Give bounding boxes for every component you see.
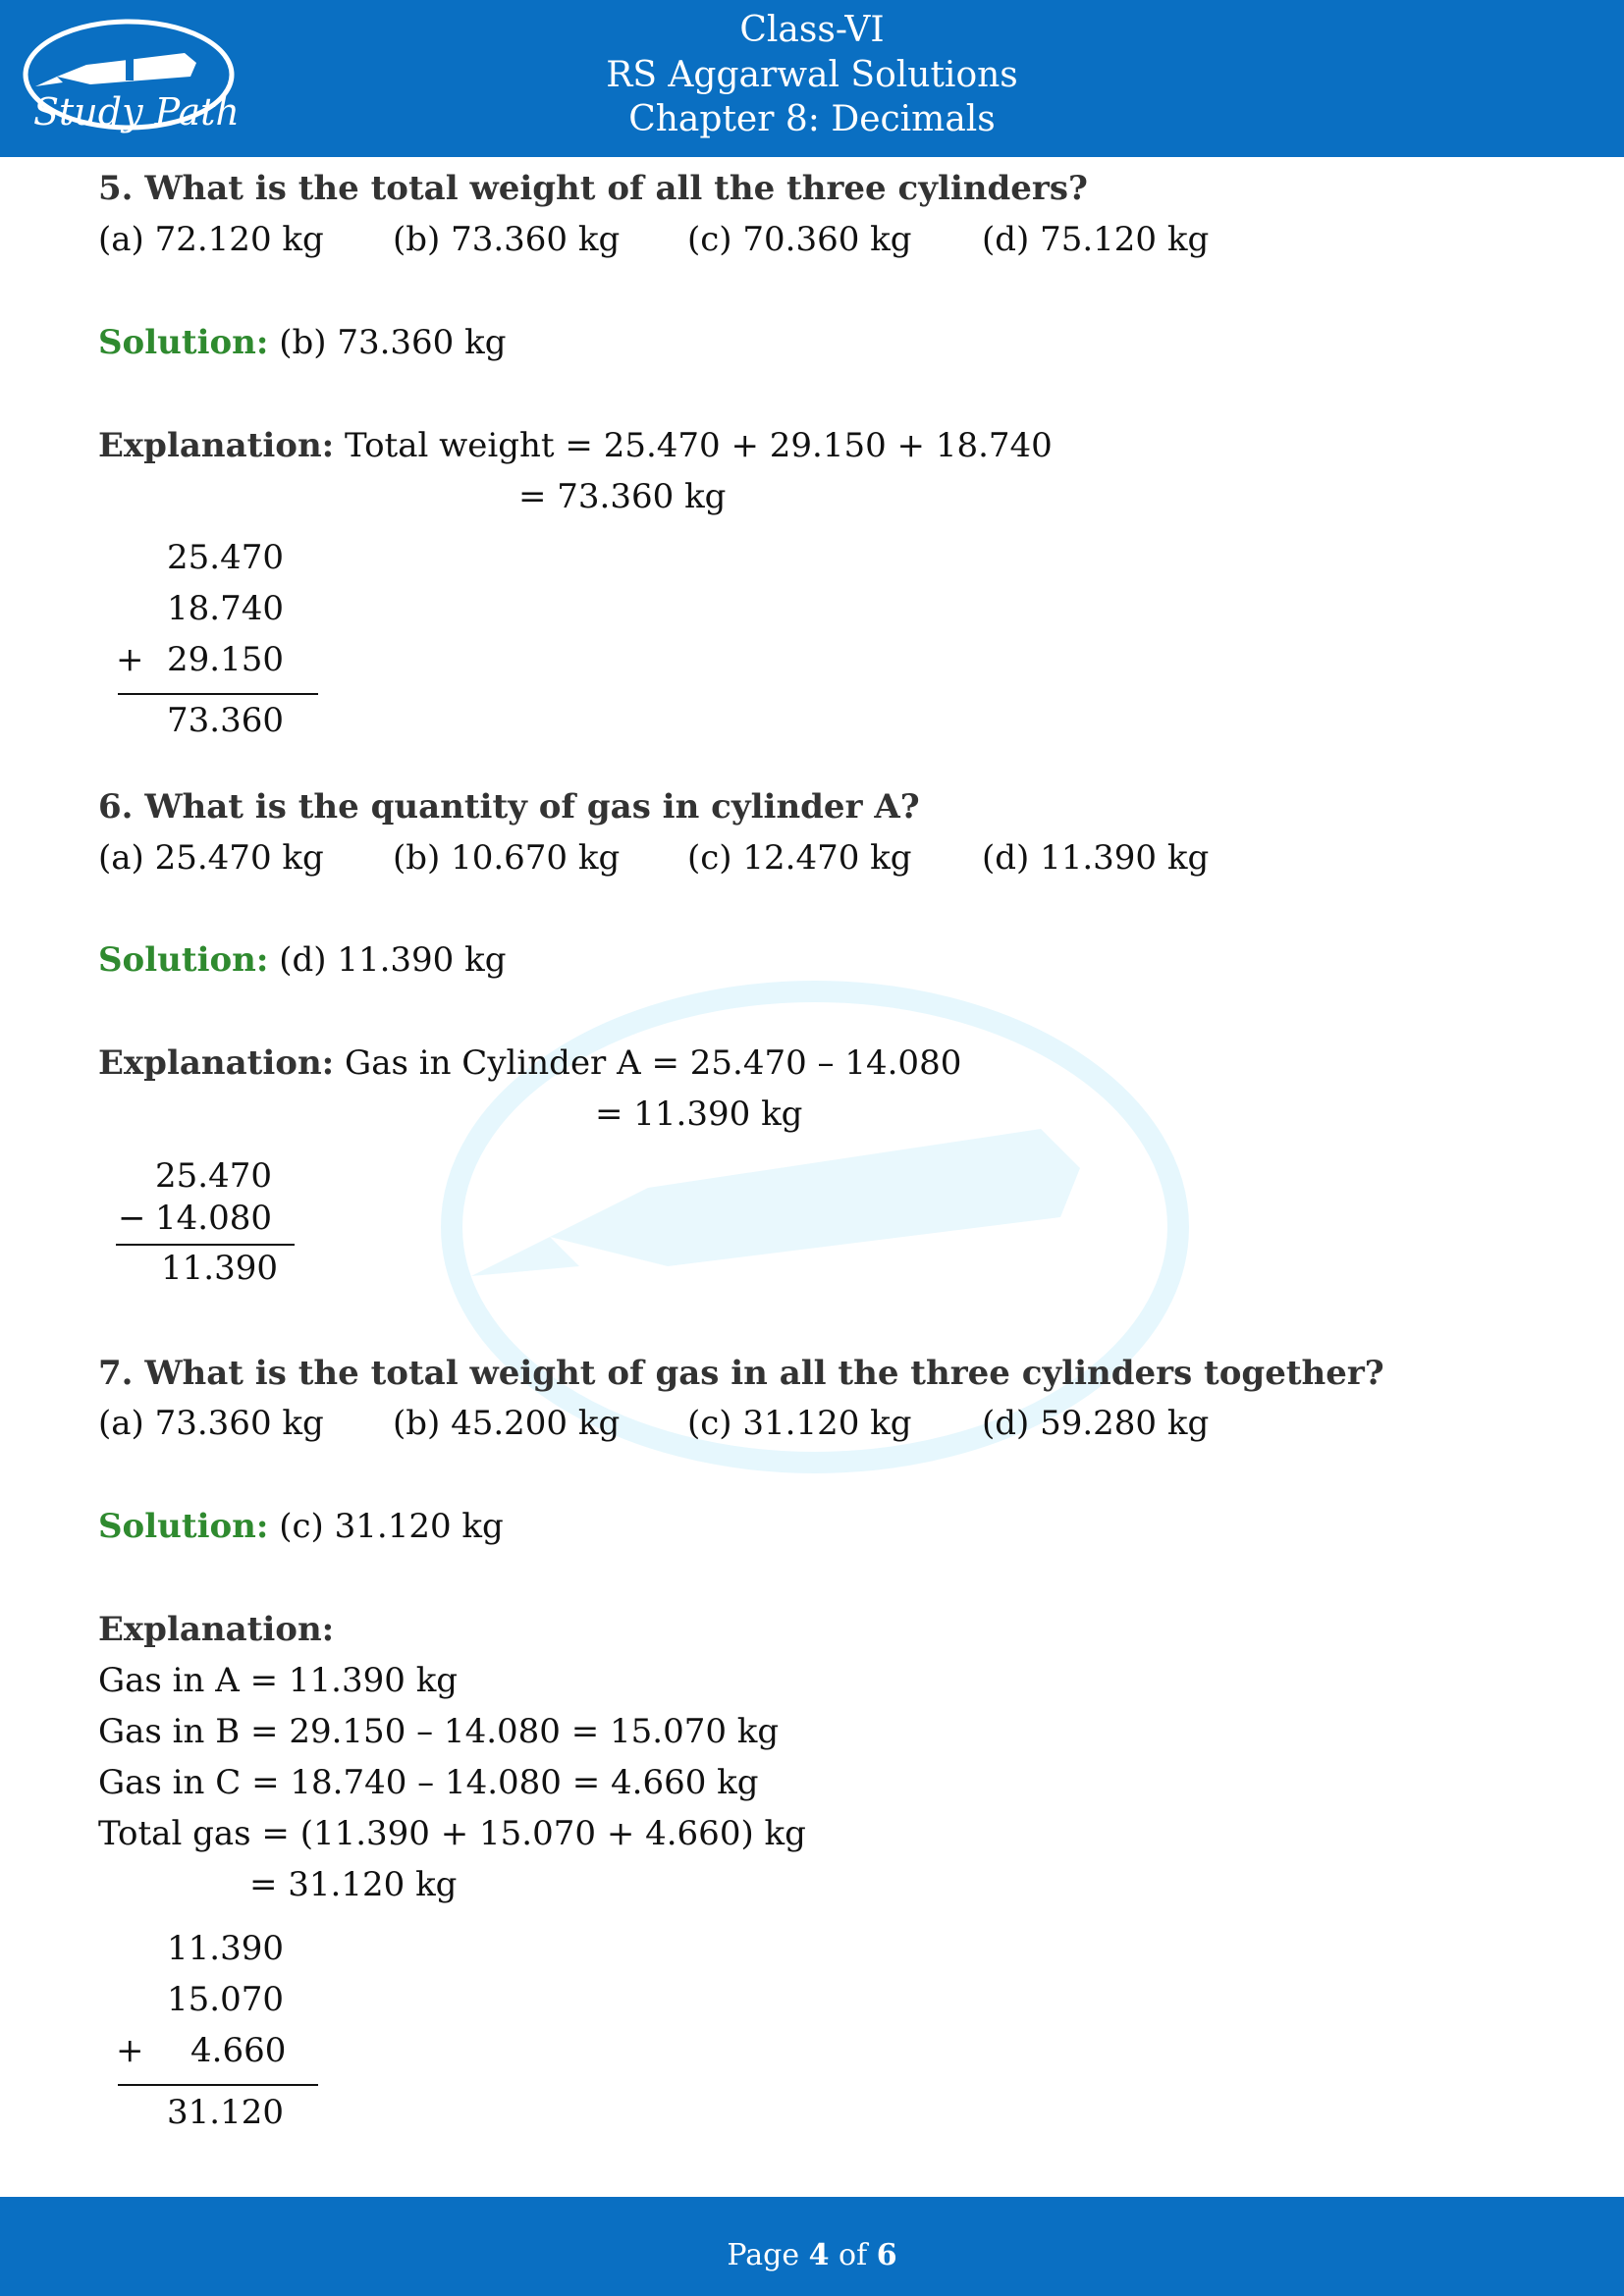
q7-calc-rule bbox=[118, 2084, 318, 2086]
q7-solution bbox=[98, 1507, 504, 1546]
q5-calc-n2: 18.740 bbox=[167, 589, 284, 628]
q5-explanation-text: Total weight = 25.470 + 29.150 + 18.740 bbox=[334, 426, 1053, 465]
header-class: Class-VI bbox=[739, 10, 885, 50]
q6-explanation bbox=[98, 1043, 961, 1083]
solution-label: Solution: bbox=[98, 323, 269, 362]
q7-calc-n3: 4.660 bbox=[190, 2031, 287, 2070]
q5-calc-n3: 29.150 bbox=[167, 640, 284, 679]
header-book: RS Aggarwal Solutions bbox=[606, 55, 1018, 95]
q7-calc-op: + bbox=[116, 2031, 144, 2070]
q7-line-result: = 31.120 kg bbox=[249, 1865, 458, 1904]
logo-text: Study Path bbox=[33, 90, 240, 133]
q6-calc-result: 11.390 bbox=[161, 1249, 278, 1288]
q6-calc-n2: 14.080 bbox=[155, 1199, 272, 1238]
q6-option-b: (b) 10.670 kg bbox=[393, 838, 621, 878]
q7-explanation-label: Explanation: bbox=[98, 1610, 335, 1649]
q7-line-gas-c: Gas in C = 18.740 – 14.080 = 4.660 kg bbox=[98, 1763, 759, 1802]
q6-option-a: (a) 25.470 kg bbox=[98, 838, 324, 878]
q6-answer: (d) 11.390 kg bbox=[268, 940, 507, 980]
q7-line-gas-b: Gas in B = 29.150 – 14.080 = 15.070 kg bbox=[98, 1712, 780, 1751]
q7-question: 7. What is the total weight of gas in all the three cylinders together? bbox=[98, 1354, 1384, 1393]
explanation-label: Explanation: bbox=[98, 1043, 335, 1083]
q7-option-a: (a) 73.360 kg bbox=[98, 1404, 324, 1443]
page-number bbox=[0, 2238, 1624, 2272]
q7-line-gas-a: Gas in A = 11.390 kg bbox=[98, 1661, 459, 1700]
page-footer bbox=[0, 2197, 1624, 2296]
q6-explanation-result: = 11.390 kg bbox=[595, 1095, 803, 1134]
q5-calc-result: 73.360 bbox=[167, 701, 284, 740]
q5-option-d: (d) 75.120 kg bbox=[982, 220, 1210, 259]
q6-explanation-text: Gas in Cylinder A = 25.470 – 14.080 bbox=[334, 1043, 962, 1083]
q6-option-c: (c) 12.470 kg bbox=[687, 838, 912, 878]
page-prefix: Page bbox=[727, 2238, 809, 2272]
q5-calc-n1: 25.470 bbox=[167, 538, 284, 577]
q7-answer: (c) 31.120 kg bbox=[268, 1507, 504, 1546]
q6-option-d: (d) 11.390 kg bbox=[982, 838, 1210, 878]
page-total: 6 bbox=[876, 2238, 897, 2272]
q5-explanation bbox=[98, 426, 1053, 465]
page-of: of bbox=[829, 2238, 877, 2272]
q7-option-c: (c) 31.120 kg bbox=[687, 1404, 912, 1443]
q5-solution bbox=[98, 323, 507, 362]
q5-option-c: (c) 70.360 kg bbox=[687, 220, 912, 259]
q5-option-b: (b) 73.360 kg bbox=[393, 220, 621, 259]
q6-solution bbox=[98, 940, 507, 980]
q7-line-total: Total gas = (11.390 + 15.070 + 4.660) kg bbox=[98, 1814, 806, 1853]
solution-label: Solution: bbox=[98, 940, 269, 980]
page-header bbox=[0, 0, 1624, 157]
q5-explanation-result: = 73.360 kg bbox=[518, 477, 727, 516]
q7-calc-n2: 15.070 bbox=[167, 1980, 284, 2019]
solution-label: Solution: bbox=[98, 1507, 269, 1546]
q7-calc-result: 31.120 bbox=[167, 2093, 284, 2132]
q5-answer: (b) 73.360 kg bbox=[268, 323, 507, 362]
q5-question: 5. What is the total weight of all the three cylinders? bbox=[98, 169, 1088, 208]
q5-calc-rule bbox=[118, 693, 318, 695]
q7-calc-n1: 11.390 bbox=[167, 1929, 284, 1968]
q5-option-a: (a) 72.120 kg bbox=[98, 220, 324, 259]
q6-calc-rule bbox=[116, 1244, 295, 1246]
q6-calc-op: − bbox=[118, 1199, 146, 1238]
q6-calc-n1: 25.470 bbox=[155, 1156, 272, 1196]
page-current: 4 bbox=[808, 2238, 830, 2272]
q7-option-b: (b) 45.200 kg bbox=[393, 1404, 621, 1443]
q6-question: 6. What is the quantity of gas in cylinder A? bbox=[98, 787, 920, 827]
q7-option-d: (d) 59.280 kg bbox=[982, 1404, 1210, 1443]
header-chapter: Chapter 8: Decimals bbox=[628, 99, 996, 139]
explanation-label: Explanation: bbox=[98, 426, 335, 465]
q5-calc-op: + bbox=[116, 640, 144, 679]
